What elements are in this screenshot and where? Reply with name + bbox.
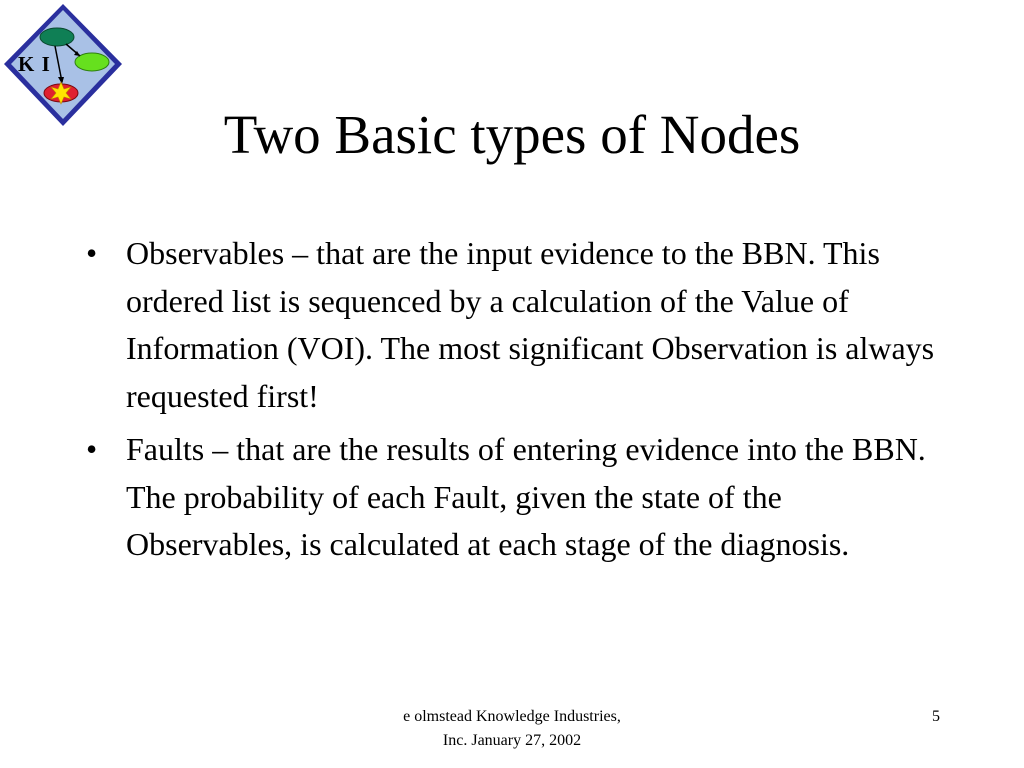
logo-text: K I bbox=[18, 52, 51, 76]
footer-line-1: e olmstead Knowledge Industries, bbox=[403, 708, 621, 725]
bullet-list bbox=[86, 230, 936, 575]
bullet-text: Faults – that are the results of entering evidence into the BBN. The probability of each Fault, given the state of the Observables, is calculated at each stage of the diagnosis. bbox=[126, 431, 926, 562]
bullet-observables bbox=[86, 230, 936, 420]
footer-line-2: Inc. January 27, 2002 bbox=[442, 732, 582, 749]
bullet-mark: • bbox=[86, 235, 98, 271]
footer-credit bbox=[340, 705, 684, 753]
slide-title: Two Basic types of Nodes bbox=[223, 104, 801, 165]
page-number: 5 bbox=[932, 708, 940, 725]
bullet-faults bbox=[86, 426, 936, 569]
bullet-text: Observables – that are the input evidence to the BBN. This ordered list is sequenced by a calculation of the Value of Information (VOI). The most significant Observation is always requested first! bbox=[126, 235, 935, 414]
bullet-mark: • bbox=[86, 431, 98, 467]
